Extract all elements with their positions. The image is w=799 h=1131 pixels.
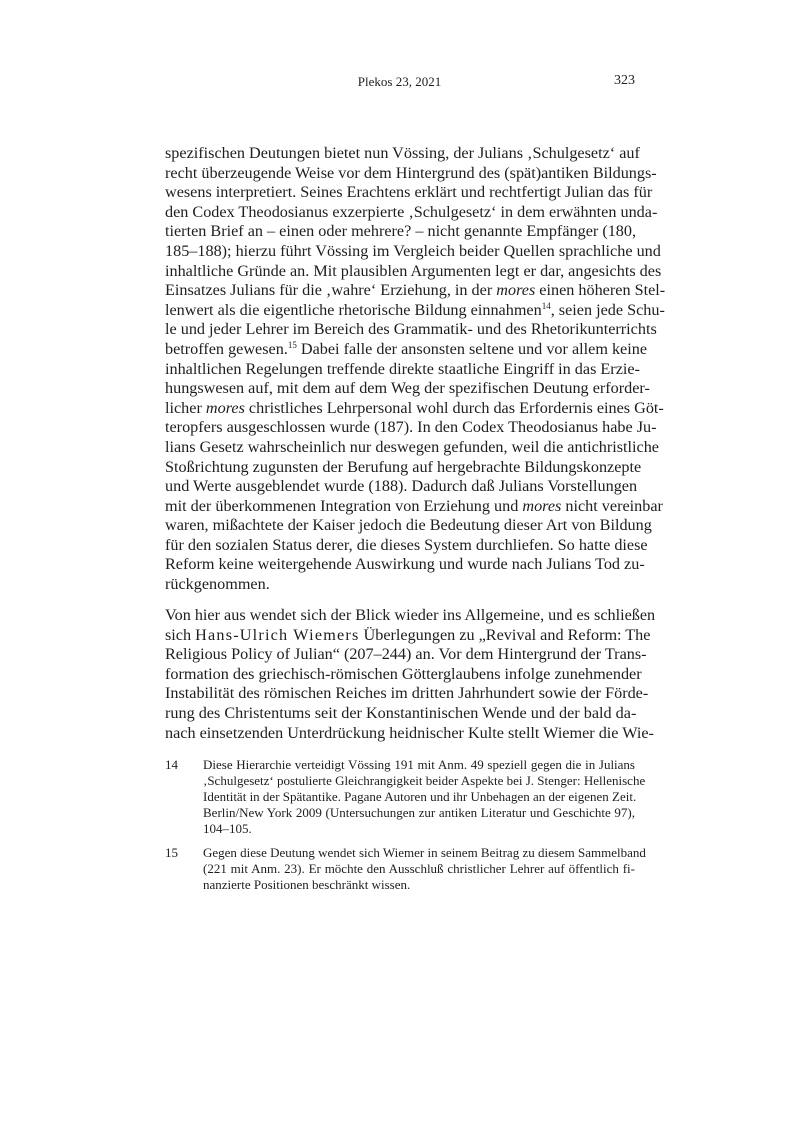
text-segment: hungswesen auf, mit dem auf dem Weg der spezifischen Deutung erforder- bbox=[165, 379, 650, 398]
text-segment: teropfers ausgeschlossen wurde (187). In den Codex Theodosianus habe Ju- bbox=[165, 418, 657, 437]
text-segment: Identität in der Spätantike. Pagane Autoren und ihr Unbehagen an der eigenen Zeit. bbox=[203, 789, 637, 804]
text-segment: einen höheren Stel- bbox=[535, 281, 666, 300]
text-line bbox=[165, 379, 650, 399]
text-line bbox=[165, 516, 652, 536]
text-segment: rung des Christentums seit der Konstantinischen Wende und der bald da- bbox=[165, 703, 637, 722]
text-segment: inhaltliche Gründe an. Mit plausiblen Argumenten legt er dar, angesichts des bbox=[165, 261, 662, 280]
text-line bbox=[165, 222, 635, 242]
text-segment: mit der überkommenen Integration von Erziehung und bbox=[165, 496, 523, 515]
journal-title: Plekos 23, 2021 bbox=[357, 74, 442, 89]
footnote bbox=[165, 757, 646, 837]
text-segment: Überlegungen zu „Revival and Reform: The bbox=[359, 625, 651, 644]
text-line bbox=[165, 555, 645, 575]
text-line bbox=[203, 861, 635, 877]
text-line bbox=[165, 645, 647, 665]
text-line bbox=[165, 320, 657, 340]
text-line bbox=[165, 300, 665, 321]
footnote-text bbox=[203, 757, 646, 837]
text-line bbox=[203, 773, 646, 789]
text-segment: Instabilität des römischen Reiches im dritten Jahrhundert sowie der Förde- bbox=[165, 684, 649, 703]
footnote-reference[interactable]: 14 bbox=[541, 300, 551, 311]
text-segment: Religious Policy of Julian“ (207–244) an. Vor dem Hintergrund der Trans- bbox=[165, 645, 647, 664]
text-segment: Diese Hierarchie verteidigt Vössing 191 mit Anm. 49 speziell gegen die in Julians bbox=[203, 757, 635, 772]
text-segment: le und jeder Lehrer im Bereich des Grammatik- und des Rhetorikunterrichts bbox=[165, 320, 657, 339]
text-line bbox=[165, 664, 642, 685]
italic-term: mores bbox=[496, 281, 536, 300]
body-paragraph-2 bbox=[165, 606, 656, 743]
text-line bbox=[203, 877, 635, 893]
text-line bbox=[165, 575, 635, 595]
text-segment: tierten Brief an – einen oder mehrere? – nicht genannte Empfänger (180, bbox=[165, 222, 637, 241]
text-segment: nach einsetzenden Unterdrückung heidnischer Kulte stellt Wiemer die Wie- bbox=[165, 723, 654, 742]
text-line bbox=[165, 496, 663, 517]
footnotes bbox=[165, 757, 646, 901]
text-segment: inhaltlichen Regelungen treffende direkte staatliche Eingriff in das Erzie- bbox=[165, 359, 640, 378]
text-line bbox=[203, 821, 635, 837]
text-segment: recht überzeugende Weise vor dem Hintergrund des (spät)antiken Bildungs- bbox=[165, 163, 657, 182]
text-line bbox=[165, 477, 638, 497]
text-segment: sich bbox=[165, 625, 196, 644]
text-segment: spezifischen Deutungen bietet nun Vössing, der Julians ‚Schulgesetz‘ auf bbox=[165, 144, 640, 162]
footnote-text bbox=[203, 845, 646, 893]
text-segment: Einsatzes Julians für die ‚wahre‘ Erziehung, in der bbox=[165, 281, 497, 300]
footnote-number: 14 bbox=[165, 757, 178, 772]
text-line bbox=[165, 144, 640, 164]
text-segment: 104–105. bbox=[203, 821, 252, 836]
text-segment: christliches Lehrpersonal wohl durch das Erfordernis eines Göt- bbox=[244, 398, 664, 417]
text-line bbox=[165, 684, 649, 704]
italic-term: mores bbox=[205, 398, 245, 417]
footnote-reference[interactable]: 15 bbox=[287, 339, 297, 350]
text-segment: Von hier aus wendet sich der Blick wieder ins Allgemeine, und es schließen bbox=[165, 606, 656, 624]
text-line bbox=[203, 757, 635, 773]
text-line bbox=[165, 281, 666, 301]
text-line bbox=[165, 535, 648, 556]
text-segment: und Werte ausgeblendet wurde (188). Dadurch daß Julians Vorstellungen bbox=[165, 477, 638, 496]
text-line bbox=[165, 437, 659, 458]
italic-term: mores bbox=[522, 496, 562, 515]
text-segment: ‚Schulgesetz‘ postulierte Gleichrangigkeit beider Aspekte bei J. Stenger: Hellenische bbox=[203, 773, 646, 788]
text-segment: wesens interpretiert. Seines Erachtens erklärt und rechtfertigt Julian das für bbox=[165, 183, 653, 202]
text-segment: den Codex Theodosianus exzerpierte ‚Schulgesetz‘ in dem erwähnten unda- bbox=[165, 202, 658, 221]
text-segment: nanzierte Positionen beschränkt wissen. bbox=[203, 877, 411, 892]
text-line bbox=[165, 457, 642, 478]
text-segment: Gegen diese Deutung wendet sich Wiemer in seinem Beitrag zu diesem Sammelband bbox=[203, 845, 646, 860]
author-name: Hans-Ulrich Wiemers bbox=[195, 625, 360, 644]
text-line bbox=[203, 789, 635, 805]
text-segment: , seien jede Schu- bbox=[550, 300, 665, 319]
text-line bbox=[165, 261, 662, 282]
footnote bbox=[165, 845, 646, 893]
text-line bbox=[165, 418, 657, 438]
text-segment: Dabei falle der ansonsten seltene und vor allem keine bbox=[296, 339, 648, 358]
text-line bbox=[165, 704, 635, 724]
text-line bbox=[165, 359, 640, 380]
text-line bbox=[165, 339, 648, 360]
text-line bbox=[165, 398, 664, 419]
body-paragraph-1 bbox=[165, 144, 666, 595]
text-line bbox=[203, 845, 646, 861]
text-segment: rückgenommen. bbox=[165, 575, 270, 594]
text-segment: betroffen gewesen. bbox=[165, 339, 288, 358]
text-line bbox=[165, 625, 651, 646]
text-line bbox=[165, 163, 657, 184]
text-segment: lenwert als die eigentliche rhetorische Bildung einnahmen bbox=[165, 300, 542, 319]
text-segment: lians Gesetz wahrscheinlich nur deswegen gefunden, weil die antichristliche bbox=[165, 437, 659, 456]
text-segment: Berlin/New York 2009 (Untersuchungen zur antiken Literatur und Geschichte 97), bbox=[203, 805, 635, 820]
text-line bbox=[165, 723, 654, 744]
text-segment: Reform keine weitergehende Auswirkung und wurde nach Julians Tod zu- bbox=[165, 555, 645, 574]
text-line bbox=[203, 805, 635, 821]
text-segment: licher bbox=[165, 398, 206, 417]
footnote-number: 15 bbox=[165, 845, 178, 860]
text-segment: nicht vereinbar bbox=[561, 496, 663, 515]
text-segment: 185–188); hierzu führt Vössing im Vergleich beider Quellen sprachliche und bbox=[165, 241, 661, 260]
text-segment: für den sozialen Status derer, die dieses System durchliefen. So hatte diese bbox=[165, 535, 648, 554]
text-segment: waren, mißachtete der Kaiser jedoch die Bedeutung dieser Art von Bildung bbox=[165, 516, 652, 535]
page-number: 323 bbox=[614, 73, 635, 88]
text-line bbox=[165, 606, 656, 626]
text-line bbox=[165, 183, 653, 203]
text-segment: Stoßrichtung zugunsten der Berufung auf hergebrachte Bildungskonzepte bbox=[165, 457, 642, 476]
text-segment: formation des griechisch-römischen Götterglaubens infolge zunehmender bbox=[165, 664, 642, 683]
text-line bbox=[165, 241, 661, 262]
text-line bbox=[165, 202, 658, 223]
text-segment: (221 mit Anm. 23). Er möchte den Ausschluß christlicher Lehrer auf öffentlich fi- bbox=[203, 861, 635, 876]
